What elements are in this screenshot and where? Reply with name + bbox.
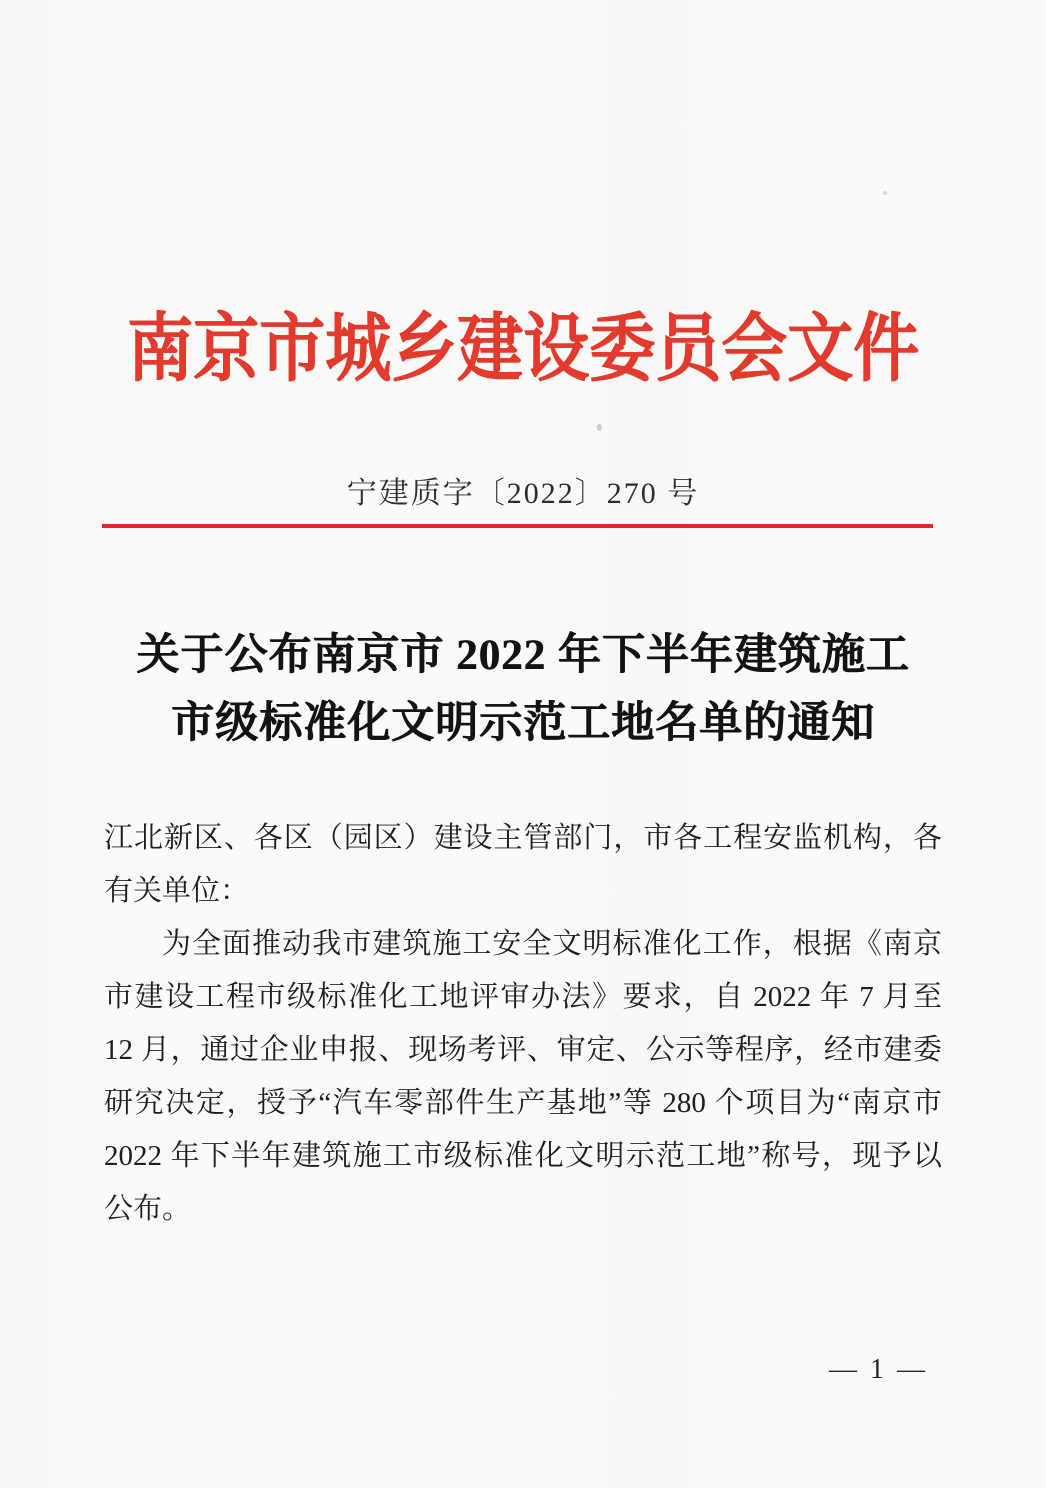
document-reference-number: 宁建质字〔2022〕270 号 [346, 477, 700, 510]
document-title-line2: 市级标准化文明示范工地名单的通知 [171, 700, 875, 747]
document-header-org-title: 南京市城乡建设委员会文件 [127, 308, 919, 391]
body-line-paragraph: 市建设工程市级标准化工地评审办法》要求，自 2022 年 7 月至 [104, 981, 942, 1013]
body-line-paragraph: 为全面推动我市建筑施工安全文明标准化工作，根据《南京 [162, 928, 942, 960]
body-line-paragraph: 2022 年下半年建筑施工市级标准化文明示范工地”称号，现予以 [104, 1140, 942, 1172]
scan-artifact-speck [597, 424, 602, 431]
body-line-paragraph: 研究决定，授予“汽车零部件生产基地”等 280 个项目为“南京市 [104, 1087, 942, 1119]
header-divider-line [102, 524, 933, 528]
document-title [0, 622, 1046, 758]
body-line-recipients-end: 有关单位： [104, 875, 250, 907]
document-body [104, 812, 942, 1236]
scan-artifact-speck [883, 191, 887, 195]
body-line-paragraph: 12 月，通过企业申报、现场考评、审定、公示等程序，经市建委 [104, 1034, 942, 1066]
body-line-paragraph-end: 公布。 [104, 1193, 192, 1225]
page-number: — 1 — [829, 1354, 928, 1385]
document-title-line1: 关于公布南京市 2022 年下半年建筑施工 [136, 632, 910, 679]
body-line-recipients: 江北新区、各区（园区）建设主管部门，市各工程安监机构，各 [104, 822, 942, 854]
